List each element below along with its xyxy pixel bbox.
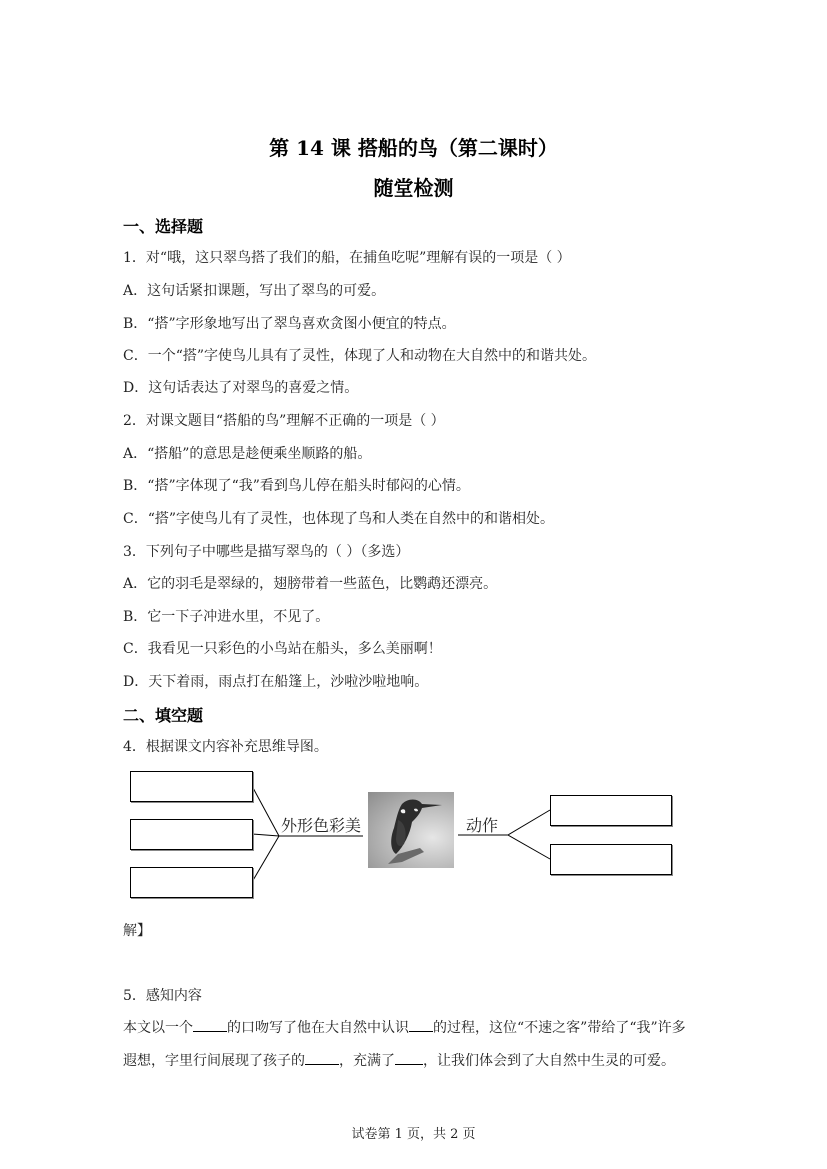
question-5-text-1c: 的过程，这位“不速之客”带给了“我”许多 [433, 1020, 686, 1036]
fill-blank-1[interactable] [193, 1017, 227, 1032]
mindmap-left-box-2[interactable] [130, 819, 253, 850]
mindmap-left-box-1[interactable] [130, 771, 253, 802]
question-5-text-2b: ，充满了 [339, 1053, 395, 1069]
section-heading-fill: 二、填空题 [123, 706, 204, 725]
question-1-stem: 1．对“哦，这只翠鸟搭了我们的船，在捕鱼吃呢”理解有误的一项是（ ） [123, 250, 571, 266]
question-1-option-b: B．“搭”字形象地写出了翠鸟喜欢贪图小便宜的特点。 [123, 316, 456, 332]
kingfisher-image [368, 792, 454, 868]
answer-note: 解】 [123, 923, 151, 939]
question-5-stem: 5．感知内容 [123, 988, 202, 1004]
mindmap-right-box-1[interactable] [550, 795, 672, 826]
question-5-text-2c: ，让我们体会到了大自然中生灵的可爱。 [423, 1053, 675, 1069]
document-subtitle: 随堂检测 [373, 176, 454, 200]
question-1-option-a: A．这句话紧扣课题，写出了翠鸟的可爱。 [123, 283, 386, 299]
question-3-option-c: C．我看见一只彩色的小鸟站在船头，多么美丽啊！ [123, 641, 442, 657]
fill-blank-3[interactable] [305, 1050, 339, 1065]
kingfisher-icon [368, 792, 454, 868]
question-3-option-d: D．天下着雨，雨点打在船篷上，沙啦沙啦地响。 [123, 674, 429, 690]
question-3-option-a: A．它的羽毛是翠绿的，翅膀带着一些蓝色，比鹦鹉还漂亮。 [123, 576, 498, 592]
question-5-text-1b: 的口吻写了他在大自然中认识 [227, 1020, 409, 1036]
question-1-option-c: C．一个“搭”字使鸟儿具有了灵性，体现了人和动物在大自然中的和谐共处。 [123, 348, 597, 364]
question-5-text-1a: 本文以一个 [123, 1020, 193, 1036]
question-2-stem: 2．对课文题目“搭船的鸟”理解不正确的一项是（ ） [123, 413, 445, 429]
fill-blank-2[interactable] [409, 1017, 433, 1032]
mindmap-right-box-2[interactable] [550, 844, 672, 875]
mindmap-left-box-3[interactable] [130, 867, 253, 898]
question-2-option-b: B．“搭”字体现了“我”看到鸟儿停在船头时郁闷的心情。 [123, 478, 470, 494]
document-title: 第 14 课 搭船的鸟（第二课时） [269, 136, 558, 160]
question-3-option-b: B．它一下子冲进水里，不见了。 [123, 609, 330, 625]
question-2-option-a: A．“搭船”的意思是趁便乘坐顺路的船。 [123, 446, 372, 462]
question-5-line-2 [123, 1050, 675, 1070]
mindmap-label-action: 动作 [466, 816, 499, 835]
question-4-stem: 4．根据课文内容补充思维导图。 [123, 739, 328, 755]
question-5-text-2a: 遐想，字里行间展现了孩子的 [123, 1053, 305, 1069]
question-2-option-c: C．“搭”字使鸟儿有了灵性，也体现了鸟和人类在自然中的和谐相处。 [123, 511, 555, 527]
section-heading-choice: 一、选择题 [123, 217, 204, 236]
mindmap-label-appearance: 外形色彩美 [281, 816, 362, 835]
question-5-line-1 [123, 1017, 686, 1037]
question-3-stem: 3．下列句子中哪些是描写翠鸟的（ ）（多选） [123, 544, 410, 560]
page-footer: 试卷第 1 页，共 2 页 [351, 1127, 476, 1142]
question-1-option-d: D．这句话表达了对翠鸟的喜爱之情。 [123, 380, 359, 396]
fill-blank-4[interactable] [395, 1050, 423, 1065]
